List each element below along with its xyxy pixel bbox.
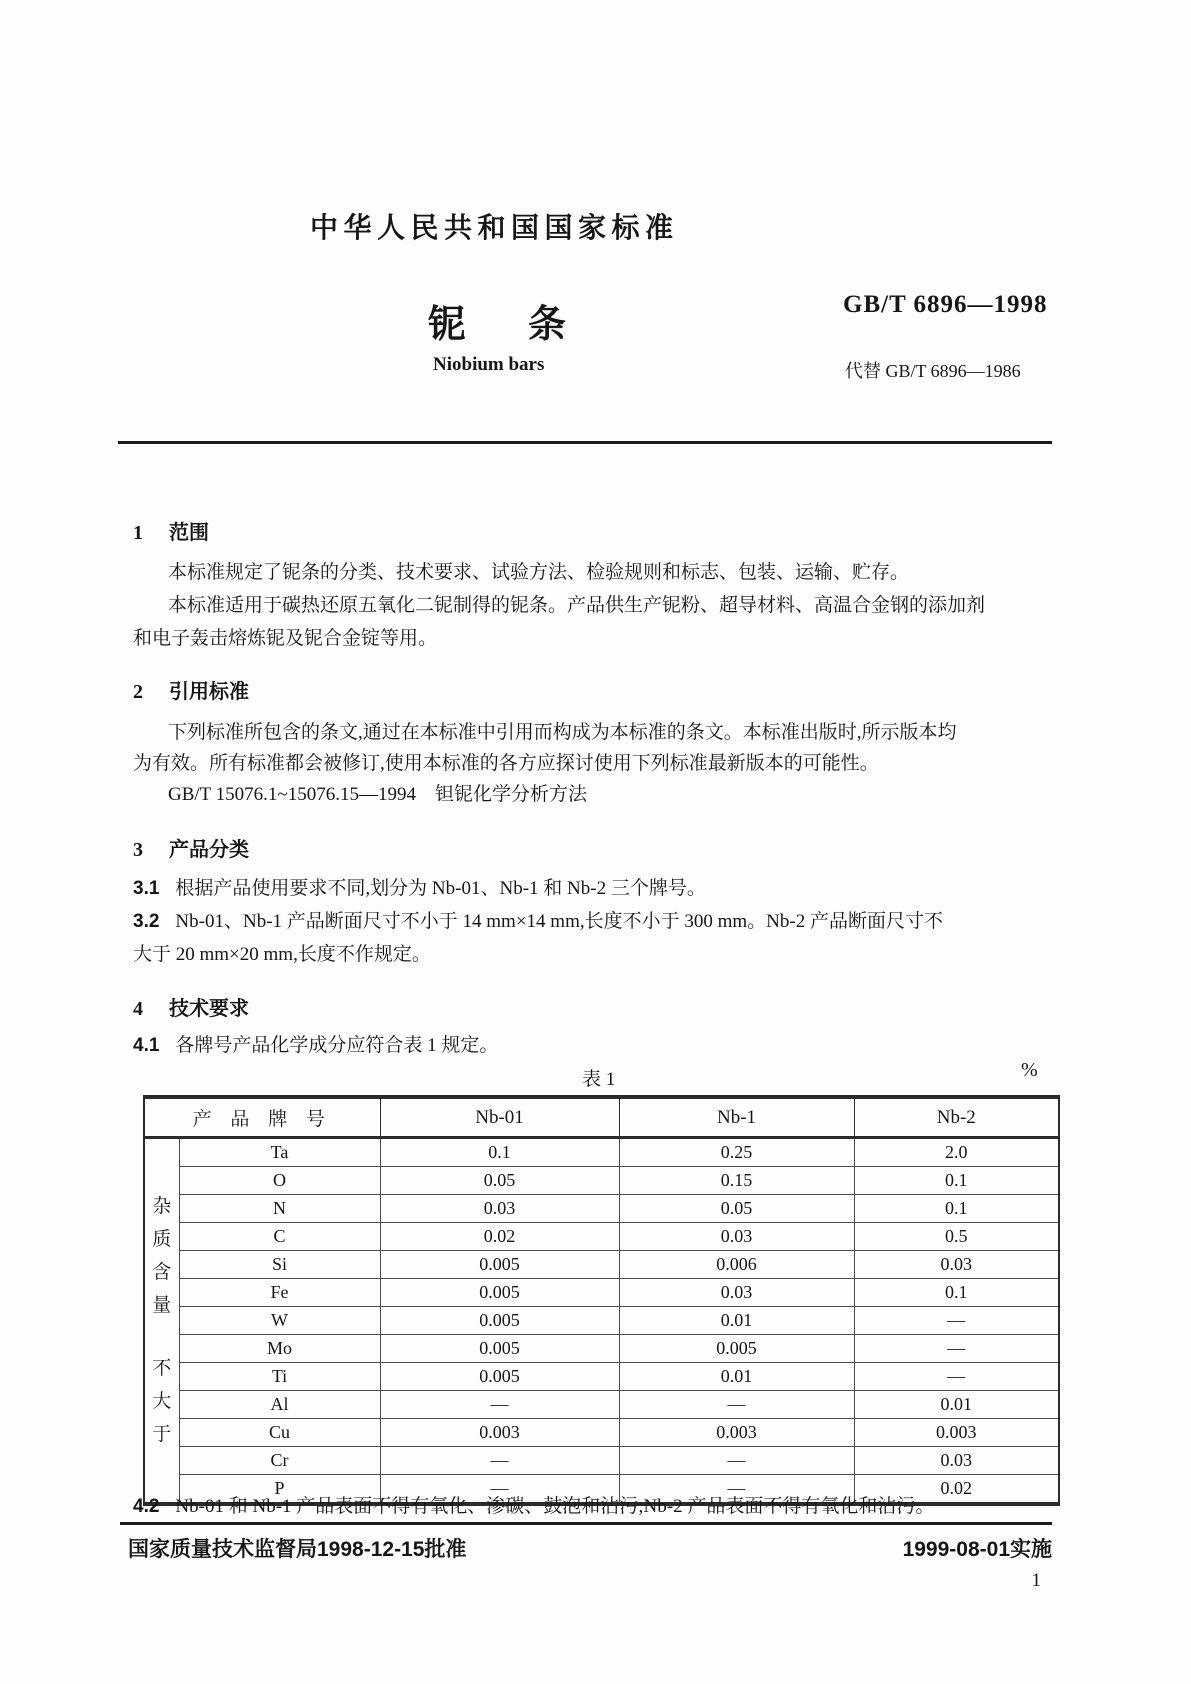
value-cell: 0.03 <box>380 1195 619 1223</box>
section-title: 引用标准 <box>169 681 249 703</box>
element-cell: Al <box>179 1391 380 1419</box>
references-paragraph-line-2: 为有效。所有标准都会被修订,使用本标准的各方应探讨使用下列标准最新版本的可能性。 <box>133 753 879 774</box>
section-number: 4 <box>133 998 143 1020</box>
element-cell: Cu <box>179 1419 380 1447</box>
section-heading-references <box>133 675 249 704</box>
value-cell: — <box>619 1391 854 1419</box>
referenced-standard-entry: GB/T 15076.1~15076.15—1994 钽铌化学分析方法 <box>168 784 587 805</box>
value-cell: 0.01 <box>619 1307 854 1335</box>
value-cell: 0.005 <box>380 1363 619 1391</box>
clause-3-2-line-1 <box>133 910 943 934</box>
section-heading-scope <box>133 516 209 545</box>
clause-text: 各牌号产品化学成分应符合表 1 规定。 <box>175 1035 499 1056</box>
impurity-group-label-cell <box>144 1138 179 1505</box>
section-heading-classification <box>133 833 249 862</box>
value-cell: — <box>380 1391 619 1419</box>
table-row <box>144 1447 1059 1475</box>
impurity-label-top: 杂质含量 <box>152 1196 172 1316</box>
element-cell: W <box>179 1307 380 1335</box>
table-caption: 表 1 <box>582 1069 616 1090</box>
element-cell: Ta <box>179 1138 380 1167</box>
table-row <box>144 1307 1059 1335</box>
value-cell: — <box>619 1475 854 1505</box>
clause-number: 3.2 <box>133 911 160 932</box>
value-cell: 0.15 <box>619 1167 854 1195</box>
brand-header-cell: 产 品 牌 号 <box>144 1097 380 1138</box>
value-cell: 0.005 <box>380 1307 619 1335</box>
element-cell: Mo <box>179 1335 380 1363</box>
table-unit-percent: % <box>1021 1059 1038 1081</box>
element-cell: Cr <box>179 1447 380 1475</box>
value-cell: — <box>619 1447 854 1475</box>
column-header-nb1: Nb-1 <box>619 1097 854 1138</box>
section-title: 范围 <box>169 522 209 544</box>
scope-paragraph-2-line-2: 和电子轰击熔炼铌及铌合金锭等用。 <box>133 628 438 649</box>
table-header-row <box>144 1097 1059 1138</box>
clause-number: 3.1 <box>133 878 160 899</box>
element-cell: Si <box>179 1251 380 1279</box>
value-cell: — <box>854 1335 1059 1363</box>
value-cell: 0.1 <box>854 1279 1059 1307</box>
value-cell: 0.003 <box>619 1419 854 1447</box>
page-number: 1 <box>1031 1570 1041 1591</box>
element-cell: Ti <box>179 1363 380 1391</box>
clause-number: 4.1 <box>133 1035 160 1056</box>
value-cell: 0.005 <box>380 1251 619 1279</box>
value-cell: 0.003 <box>380 1419 619 1447</box>
value-cell: 0.03 <box>619 1223 854 1251</box>
element-cell: P <box>179 1475 380 1505</box>
table-row <box>144 1223 1059 1251</box>
value-cell: — <box>854 1363 1059 1391</box>
section-title: 技术要求 <box>169 998 249 1020</box>
section-title: 产品分类 <box>169 839 249 861</box>
value-cell: 0.1 <box>854 1195 1059 1223</box>
value-cell: 0.01 <box>619 1363 854 1391</box>
element-cell: O <box>179 1167 380 1195</box>
clause-4-1 <box>133 1034 498 1058</box>
table-row <box>144 1279 1059 1307</box>
value-cell: 0.005 <box>619 1335 854 1363</box>
element-cell: C <box>179 1223 380 1251</box>
column-header-nb2: Nb-2 <box>854 1097 1059 1138</box>
value-cell: 0.02 <box>380 1223 619 1251</box>
value-cell: 0.05 <box>619 1195 854 1223</box>
section-number: 2 <box>133 681 143 703</box>
value-cell: 0.003 <box>854 1419 1059 1447</box>
value-cell: 0.5 <box>854 1223 1059 1251</box>
value-cell: 0.25 <box>619 1138 854 1167</box>
national-standard-caption: 中华人民共和国国家标准 <box>310 212 679 243</box>
section-number: 3 <box>133 839 143 861</box>
table-row <box>144 1167 1059 1195</box>
column-header-nb01: Nb-01 <box>380 1097 619 1138</box>
replaces-note: 代替 GB/T 6896—1986 <box>845 361 1021 381</box>
element-cell: N <box>179 1195 380 1223</box>
clause-text: Nb-01 和 Nb-1 产品表面不得有氧化、渗碳、鼓泡和沾污;Nb-2 产品表面不得有氧化和沾污。 <box>175 1496 935 1517</box>
table-row <box>144 1138 1059 1167</box>
document-title-chinese: 铌条 <box>428 304 629 346</box>
value-cell: — <box>854 1307 1059 1335</box>
section-heading-technical-requirements <box>133 992 249 1021</box>
document-title-english: Niobium bars <box>433 354 545 375</box>
value-cell: — <box>380 1475 619 1505</box>
scope-paragraph-2-line-1: 本标准适用于碳热还原五氧化二铌制得的铌条。产品供生产铌粉、超导材料、高温合金钢的添加剂 <box>168 595 986 616</box>
standard-number: GB/T 6896—1998 <box>843 291 1048 318</box>
table-row <box>144 1195 1059 1223</box>
impurity-label-bottom: 不大于 <box>152 1358 172 1445</box>
table-row <box>144 1419 1059 1447</box>
value-cell: 0.005 <box>380 1279 619 1307</box>
value-cell: 0.03 <box>854 1447 1059 1475</box>
section-number: 1 <box>133 522 143 544</box>
clause-4-2 <box>133 1495 934 1519</box>
value-cell: 0.03 <box>854 1251 1059 1279</box>
value-cell: — <box>380 1447 619 1475</box>
clause-text: 根据产品使用要求不同,划分为 Nb-01、Nb-1 和 Nb-2 三个牌号。 <box>175 878 706 899</box>
table-row <box>144 1335 1059 1363</box>
value-cell: 0.1 <box>380 1138 619 1167</box>
value-cell: 2.0 <box>854 1138 1059 1167</box>
table-row <box>144 1363 1059 1391</box>
table-row <box>144 1251 1059 1279</box>
value-cell: 0.02 <box>854 1475 1059 1505</box>
clause-number: 4.2 <box>133 1496 160 1517</box>
references-paragraph-line-1: 下列标准所包含的条文,通过在本标准中引用而构成为本标准的条文。本标准出版时,所示版本均 <box>168 722 957 743</box>
value-cell: 0.03 <box>619 1279 854 1307</box>
chemical-composition-table <box>143 1095 1060 1506</box>
value-cell: 0.1 <box>854 1167 1059 1195</box>
clause-text: Nb-01、Nb-1 产品断面尺寸不小于 14 mm×14 mm,长度不小于 300 mm。Nb-2 产品断面尺寸不 <box>175 911 943 932</box>
clause-3-1 <box>133 877 706 901</box>
approval-note: 国家质量技术监督局1998-12-15批准 <box>128 1538 467 1561</box>
scope-paragraph-1: 本标准规定了铌条的分类、技术要求、试验方法、检验规则和标志、包装、运输、贮存。 <box>168 562 910 583</box>
clause-3-2-line-2: 大于 20 mm×20 mm,长度不作规定。 <box>133 944 431 965</box>
value-cell: 0.005 <box>380 1335 619 1363</box>
impurity-group-label <box>145 1139 179 1502</box>
element-cell: Fe <box>179 1279 380 1307</box>
value-cell: 0.006 <box>619 1251 854 1279</box>
footer-divider-rule <box>120 1522 1052 1525</box>
table-row <box>144 1391 1059 1419</box>
header-divider-rule <box>118 441 1052 444</box>
value-cell: 0.05 <box>380 1167 619 1195</box>
implementation-note: 1999-08-01实施 <box>902 1538 1052 1561</box>
value-cell: 0.01 <box>854 1391 1059 1419</box>
